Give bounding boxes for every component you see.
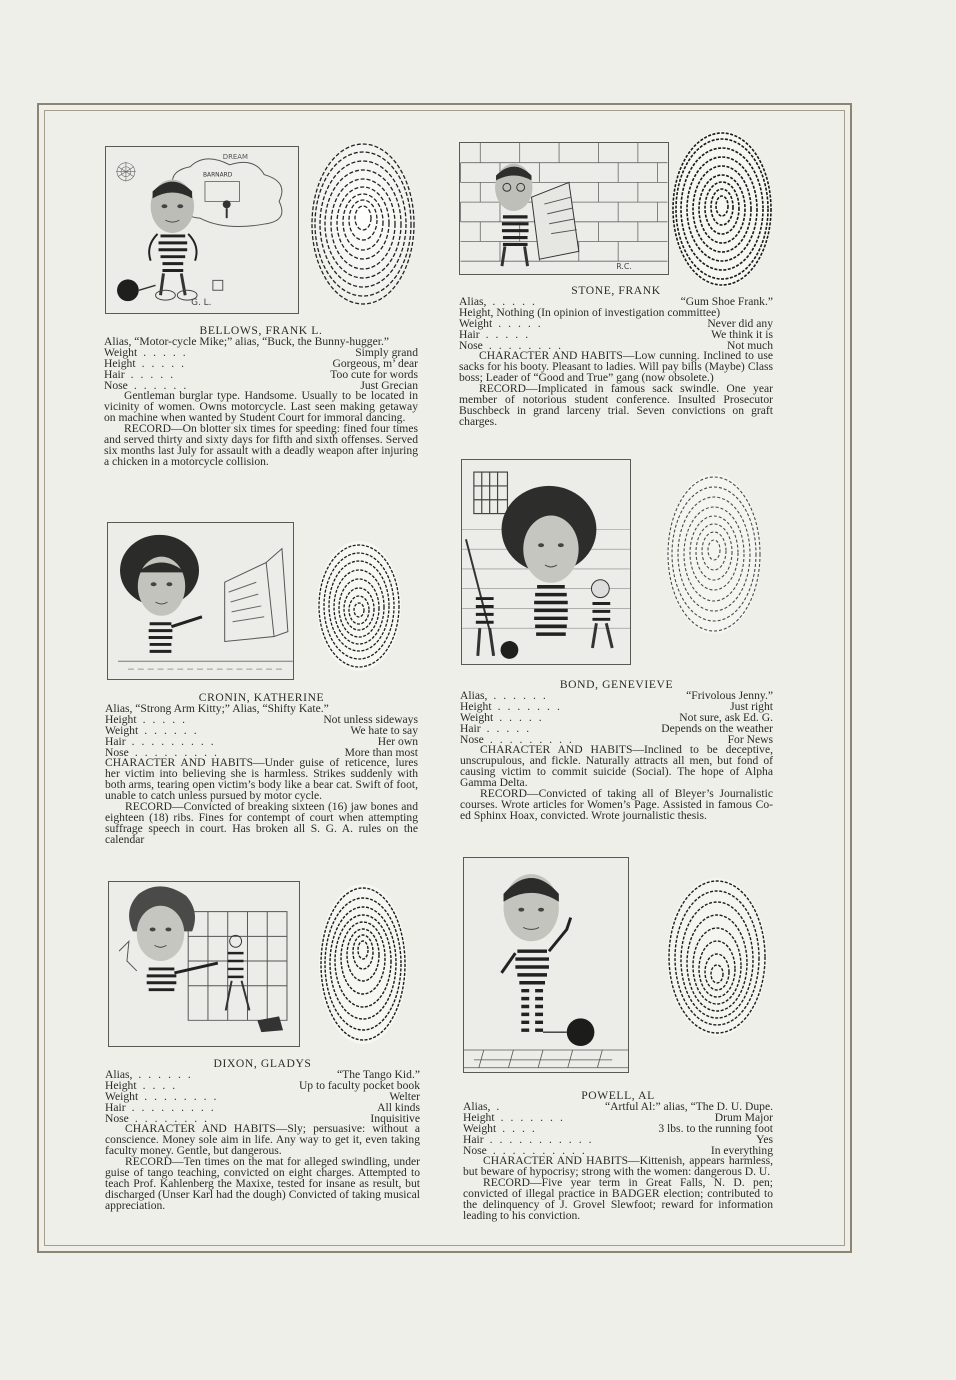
dixon-text bbox=[105, 1059, 420, 1212]
nose-label: Nose bbox=[459, 338, 483, 352]
alias-label: Alias, bbox=[459, 294, 487, 308]
alias-label: Alias, bbox=[460, 688, 488, 702]
alias-label: Alias, bbox=[463, 1099, 491, 1113]
hair-label: Hair bbox=[105, 1100, 126, 1114]
bond-fingerprint bbox=[664, 470, 764, 638]
height-label: Height bbox=[463, 1110, 495, 1124]
weight-value: Simply grand bbox=[355, 345, 418, 359]
nose-value: In everything bbox=[710, 1143, 773, 1157]
powell-alias-row: Alias, . “Artful Al:” alias, “The D. U. Dupe. bbox=[463, 1099, 773, 1113]
hair-label: Hair bbox=[463, 1132, 484, 1146]
powell-text bbox=[463, 1091, 773, 1222]
cronin-record: RECORD—Convicted of breaking sixteen (16) jaw bones and eighteen (18) ribs. Fines for contempt of court when attempting suffrage speech in court. Has broken all S. G. A. rules on the calendar bbox=[105, 800, 418, 846]
cronin-height-row: Height ..... Not unless sideways bbox=[105, 712, 418, 726]
nose-label: Nose bbox=[105, 1111, 129, 1125]
height-value: Just right bbox=[730, 699, 773, 713]
hair-value: All kinds bbox=[377, 1100, 420, 1114]
bond-record: RECORD—Convicted of taking all of Bleyer’s Journalistic courses. Wrote articles for Women’s Page. Assisted in famous Co-ed Sphinx Hoax, convicted. Wrote journalistic thesis. bbox=[460, 787, 773, 822]
bellows-alias: Alias, “Motor-cycle Mike;” alias, “Buck, the Bunny-hugger.” bbox=[104, 334, 390, 348]
stone-cartoon-photo bbox=[459, 142, 669, 275]
cronin-alias: Alias, “Strong Arm Kitty;” Alias, “Shifty Kate.” bbox=[105, 701, 329, 715]
nose-value: For News bbox=[727, 732, 773, 746]
stone-alias-row: Alias, ..... “Gum Shoe Frank.” bbox=[459, 294, 773, 308]
height-value: Drum Major bbox=[714, 1110, 773, 1124]
alias-value: “Gum Shoe Frank.” bbox=[680, 294, 773, 308]
alias-label: Alias, bbox=[105, 1067, 133, 1081]
bellows-character: Gentleman burglar type. Handsome. Usually to be located in vicinity of women. Owns motorcycle. Last seen making getaway on machine when wanted by Student Court for immoral dancing. bbox=[104, 389, 418, 425]
powell-cartoon-photo bbox=[463, 857, 629, 1073]
weight-label: Weight bbox=[104, 345, 138, 359]
hair-label: Hair bbox=[459, 327, 480, 341]
dixon-hair-row: Hair ......... All kinds bbox=[105, 1100, 420, 1114]
nose-value: Just Grecian bbox=[360, 378, 418, 392]
bond-cartoon-photo bbox=[461, 459, 631, 665]
nose-value: More than most bbox=[344, 745, 418, 759]
nose-label: Nose bbox=[463, 1143, 487, 1157]
height-label: Height bbox=[104, 356, 136, 370]
stone-record: RECORD—Implicated in famous sack swindle. One year member of notorious student conference. Insulted Prosecutor Buschbeck in grand larceny trial. Seven convictions on graft charges. bbox=[459, 382, 773, 428]
bellows-nose-row: Nose ...... Just Grecian bbox=[104, 378, 418, 392]
hair-value: We think it is bbox=[711, 327, 773, 341]
bellows-fingerprint bbox=[307, 138, 419, 310]
bellows-text bbox=[104, 326, 418, 468]
weight-value: 3 lbs. to the running foot bbox=[658, 1121, 773, 1135]
bellows-cartoon-photo bbox=[105, 146, 299, 314]
height-label: Height bbox=[460, 699, 492, 713]
dixon-character: CHARACTER AND HABITS—Sly; persuasive: without a conscience. Money sole aim in life. Any way to get it, even taking faculty money. Gentle, but dangerous. bbox=[105, 1122, 420, 1158]
weight-value: Welter bbox=[389, 1089, 420, 1103]
powell-hair-row: Hair ........... Yes bbox=[463, 1132, 773, 1146]
bond-hair-row: Hair ..... Depends on the weather bbox=[460, 721, 773, 735]
height-label: Height bbox=[105, 712, 137, 726]
dixon-nose-row: Nose ........ Inquisitive bbox=[105, 1111, 420, 1125]
alias-value: “The Tango Kid.” bbox=[336, 1067, 420, 1081]
weight-label: Weight bbox=[105, 1089, 139, 1103]
cronin-hair-row: Hair ......... Her own bbox=[105, 734, 418, 748]
cronin-character: CHARACTER AND HABITS—Under guise of reticence, lures her victim into believing she is harmless. Strikes suddenly with both arms, tearing open victim’s body like a bear cat. Swift of foot, unable to catch unless pursued by motor cycle. bbox=[105, 756, 418, 803]
alias-value: “Artful Al:” alias, “The D. U. Dupe. bbox=[604, 1099, 773, 1113]
height-value: Gorgeous, m’ dear bbox=[332, 356, 418, 370]
powell-fingerprint bbox=[663, 874, 771, 1040]
stone-text bbox=[459, 286, 773, 428]
height-value: Not unless sideways bbox=[323, 712, 418, 726]
bellows-hair-row: Hair ..... Too cute for words bbox=[104, 367, 418, 381]
powell-weight-row: Weight .... 3 lbs. to the running foot bbox=[463, 1121, 773, 1135]
hair-value: Yes bbox=[756, 1132, 773, 1146]
svg-text:R.C.: R.C. bbox=[616, 262, 632, 272]
weight-label: Weight bbox=[459, 316, 493, 330]
cronin-name: CRONIN, KATHERINE bbox=[198, 691, 325, 704]
dixon-alias-row: Alias, ...... “The Tango Kid.” bbox=[105, 1067, 420, 1081]
stone-character: CHARACTER AND HABITS—Low cunning. Inclined to use sacks for his booty. Pleasant to ladies. Will pay bills (Maybe) Class boss; Leader of “Good and True” gang (now obsolete.) bbox=[459, 349, 773, 385]
stone-height-line: Height, Nothing (In opinion of investigation committee) bbox=[459, 305, 721, 319]
dixon-height-row: Height .... Up to faculty pocket book bbox=[105, 1078, 420, 1092]
bellows-weight-row: Weight ..... Simply grand bbox=[104, 345, 418, 359]
powell-name: POWELL, AL bbox=[581, 1089, 655, 1102]
bond-alias-row: Alias, ...... “Frivolous Jenny.” bbox=[460, 688, 773, 702]
bond-weight-row: Weight ..... Not sure, ask Ed. G. bbox=[460, 710, 773, 724]
dream-label: DREAM bbox=[222, 152, 248, 161]
weight-value: We hate to say bbox=[350, 723, 418, 737]
stone-weight-row: Weight ..... Never did any bbox=[459, 316, 773, 330]
bond-text bbox=[460, 680, 773, 822]
stone-hair-row: Hair ..... We think it is bbox=[459, 327, 773, 341]
powell-nose-row: Nose .......... In everything bbox=[463, 1143, 773, 1157]
cronin-cartoon-photo bbox=[107, 522, 294, 680]
hair-label: Hair bbox=[104, 367, 125, 381]
stone-name: STONE, FRANK bbox=[571, 284, 661, 297]
nose-value: Not much bbox=[726, 338, 773, 352]
bellows-name: BELLOWS, FRANK L. bbox=[199, 324, 323, 337]
hair-value: Her own bbox=[377, 734, 418, 748]
hair-label: Hair bbox=[460, 721, 481, 735]
height-value: Up to faculty pocket book bbox=[298, 1078, 420, 1092]
barnard-label: BARNARD bbox=[202, 172, 233, 179]
nose-label: Nose bbox=[460, 732, 484, 746]
stone-nose-row: Nose ........ Not much bbox=[459, 338, 773, 352]
cronin-text bbox=[105, 693, 418, 846]
height-label: Height bbox=[105, 1078, 137, 1092]
nose-value: Inquisitive bbox=[370, 1111, 420, 1125]
bond-nose-row: Nose ......... For News bbox=[460, 732, 773, 746]
dixon-cartoon-photo bbox=[108, 881, 300, 1047]
alias-value: “Frivolous Jenny.” bbox=[686, 688, 773, 702]
dixon-name: DIXON, GLADYS bbox=[213, 1057, 312, 1070]
hair-value: Depends on the weather bbox=[661, 721, 773, 735]
cronin-weight-row: Weight ...... We hate to say bbox=[105, 723, 418, 737]
cronin-fingerprint bbox=[314, 538, 404, 674]
dixon-weight-row: Weight ........ Welter bbox=[105, 1089, 420, 1103]
weight-value: Never did any bbox=[707, 316, 773, 330]
powell-record: RECORD—Five year term in Great Falls, N. D. pen; convicted of illegal practice in BADGER election; contributed to the delinquency of J. Grovel Slewfoot; reward for information leading to his conviction. bbox=[463, 1176, 773, 1222]
weight-label: Weight bbox=[460, 710, 494, 724]
bellows-record: RECORD—On blotter six times for speeding: fined four times and served thirty and sixty days for fifth and sixth offenses. Served six months last July for assault with a deadly weapon after injuring a chicken in a motorcycle collision. bbox=[104, 422, 418, 468]
stone-fingerprint bbox=[668, 128, 776, 290]
powell-height-row: Height ....... Drum Major bbox=[463, 1110, 773, 1124]
hair-value: Too cute for words bbox=[330, 367, 418, 381]
powell-character: CHARACTER AND HABITS—Kittenish, appears harmless, but beware of hypocrisy; strong with the women: dangerous D. U. bbox=[463, 1154, 773, 1179]
weight-label: Weight bbox=[105, 723, 139, 737]
nose-label: Nose bbox=[105, 745, 129, 759]
bond-name: BOND, GENEVIEVE bbox=[559, 678, 674, 691]
dixon-record: RECORD—Ten times on the mat for alleged swindling, under guise of tango teaching, convicted on eight charges. Attempted to teach Prof. Kahlenberg the Maxixe, tested for insane as result, but discharged (Unser Karl had the dough) Convicted of taking musical appreciation. bbox=[105, 1155, 420, 1212]
bond-character: CHARACTER AND HABITS—Inclined to be deceptive, unscrupulous, and fickle. Naturally attracts all men, but fond of causing victim to commit suicide (Social). The hope of Alpha Gamma Delta. bbox=[460, 743, 773, 790]
bellows-height-row: Height ..... Gorgeous, m’ dear bbox=[104, 356, 418, 370]
cronin-nose-row: Nose ......... More than most bbox=[105, 745, 418, 759]
weight-label: Weight bbox=[463, 1121, 497, 1135]
photo-caption: G. L. bbox=[191, 298, 212, 309]
weight-value: Not sure, ask Ed. G. bbox=[679, 710, 773, 724]
hair-label: Hair bbox=[105, 734, 126, 748]
bond-height-row: Height ....... Just right bbox=[460, 699, 773, 713]
nose-label: Nose bbox=[104, 378, 128, 392]
dixon-fingerprint bbox=[316, 880, 410, 1048]
